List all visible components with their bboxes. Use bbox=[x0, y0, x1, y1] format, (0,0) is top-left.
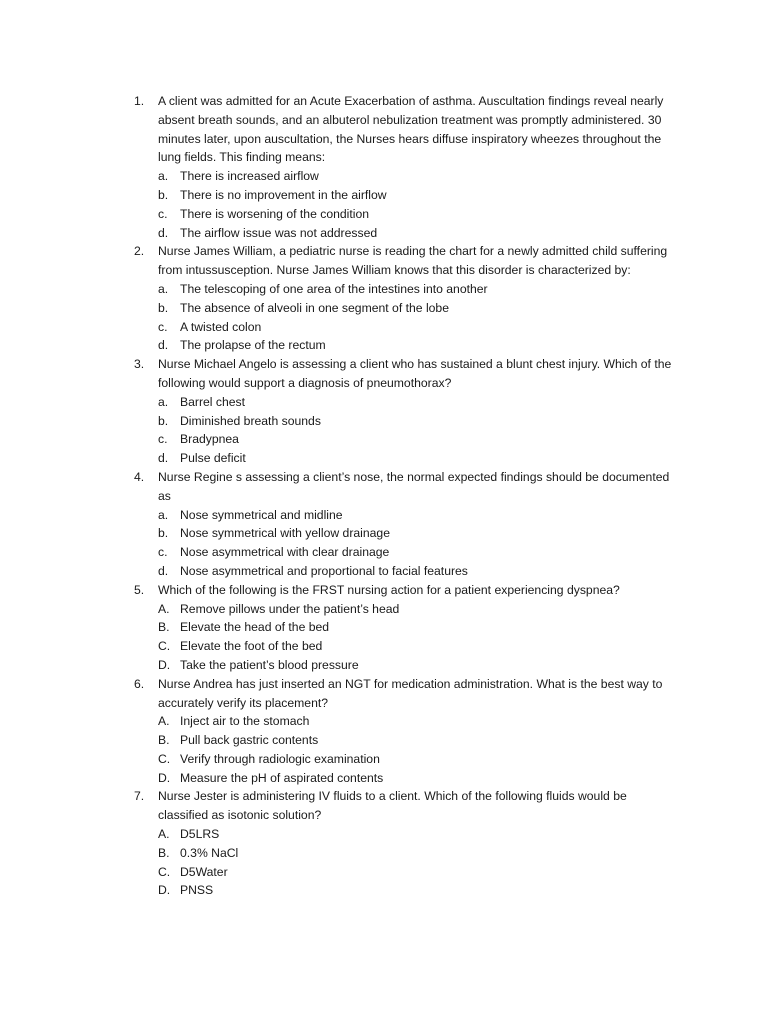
option-text: Elevate the foot of the bed bbox=[180, 639, 323, 654]
option-text: Nose symmetrical with yellow drainage bbox=[180, 526, 390, 541]
option-letter: b. bbox=[158, 413, 169, 428]
option-text: Pull back gastric contents bbox=[180, 733, 319, 748]
answer-option bbox=[0, 524, 768, 543]
answer-option bbox=[0, 280, 768, 299]
answer-option bbox=[0, 506, 768, 525]
answer-option bbox=[0, 863, 768, 882]
option-letter: a. bbox=[158, 394, 169, 409]
option-letter: A. bbox=[158, 601, 170, 616]
question-number: 2. bbox=[134, 244, 145, 259]
option-letter: c. bbox=[158, 545, 168, 560]
option-text: D5Water bbox=[180, 864, 228, 879]
question-number: 5. bbox=[134, 582, 145, 597]
answer-options bbox=[0, 280, 768, 355]
option-text: Inject air to the stomach bbox=[180, 714, 310, 729]
question-number: 7. bbox=[134, 789, 145, 804]
option-letter: a. bbox=[158, 169, 169, 184]
option-text: The telescoping of one area of the intestines into another bbox=[180, 281, 488, 296]
question-4 bbox=[0, 468, 768, 581]
answer-option bbox=[0, 600, 768, 619]
option-text: Verify through radiologic examination bbox=[180, 751, 380, 766]
question-3 bbox=[0, 355, 768, 468]
document-page bbox=[0, 92, 768, 900]
question-number: 3. bbox=[134, 357, 145, 372]
option-text: Bradypnea bbox=[180, 432, 239, 447]
option-text: There is worsening of the condition bbox=[180, 206, 370, 221]
answer-option bbox=[0, 637, 768, 656]
answer-option bbox=[0, 712, 768, 731]
option-letter: d. bbox=[158, 563, 169, 578]
answer-option bbox=[0, 618, 768, 637]
option-letter: c. bbox=[158, 319, 168, 334]
answer-option bbox=[0, 750, 768, 769]
answer-options bbox=[0, 506, 768, 581]
option-text: Nose asymmetrical and proportional to facial features bbox=[180, 563, 468, 578]
answer-option bbox=[0, 731, 768, 750]
option-letter: A. bbox=[158, 714, 170, 729]
option-letter: b. bbox=[158, 187, 169, 202]
answer-options bbox=[0, 393, 768, 468]
option-text: The prolapse of the rectum bbox=[180, 338, 326, 353]
answer-option bbox=[0, 186, 768, 205]
option-text: The absence of alveoli in one segment of the lobe bbox=[180, 300, 449, 315]
answer-option bbox=[0, 336, 768, 355]
option-letter: A. bbox=[158, 827, 170, 842]
answer-option bbox=[0, 318, 768, 337]
option-text: A twisted colon bbox=[180, 319, 262, 334]
option-text: D5LRS bbox=[180, 827, 220, 842]
option-text: There is increased airflow bbox=[180, 169, 319, 184]
question-2 bbox=[0, 242, 768, 355]
option-letter: d. bbox=[158, 338, 169, 353]
question-text: Nurse Michael Angelo is assessing a client who has sustained a blunt chest injury. Which of the following would support a diagnosis of pneumothorax? bbox=[158, 357, 672, 390]
option-letter: B. bbox=[158, 733, 170, 748]
answer-option bbox=[0, 224, 768, 243]
answer-option bbox=[0, 543, 768, 562]
option-letter: c. bbox=[158, 206, 168, 221]
question-text: Nurse Andrea has just inserted an NGT for medication administration. What is the best way to accurately verify its placement? bbox=[158, 676, 663, 710]
question-text: A client was admitted for an Acute Exacerbation of asthma. Auscultation findings reveal nearly absent breath sounds, and an albuterol nebulization treatment was promptly administered. 30 minutes later, upon auscultation, the Nurses hears diffuse inspiratory wheezes throughout the lung fields. This finding means: bbox=[158, 94, 664, 165]
answer-option bbox=[0, 167, 768, 186]
option-text: PNSS bbox=[180, 883, 214, 898]
option-letter: D. bbox=[158, 657, 171, 672]
answer-option bbox=[0, 881, 768, 900]
answer-option bbox=[0, 412, 768, 431]
question-text: Nurse James William, a pediatric nurse is reading the chart for a newly admitted child suffering from intussusception. Nurse James William knows that this disorder is characterized by: bbox=[158, 244, 668, 278]
option-letter: B. bbox=[158, 620, 170, 635]
answer-option bbox=[0, 825, 768, 844]
answer-options bbox=[0, 600, 768, 675]
option-letter: b. bbox=[158, 300, 169, 315]
question-number: 6. bbox=[134, 676, 145, 691]
question-1 bbox=[0, 92, 768, 242]
question-number: 4. bbox=[134, 469, 145, 484]
option-letter: d. bbox=[158, 451, 169, 466]
option-letter: c. bbox=[158, 432, 168, 447]
option-letter: C. bbox=[158, 864, 171, 879]
option-letter: a. bbox=[158, 507, 169, 522]
option-text: 0.3% NaCl bbox=[180, 845, 239, 860]
option-text: Barrel chest bbox=[180, 394, 246, 409]
answer-option bbox=[0, 844, 768, 863]
option-text: Elevate the head of the bed bbox=[180, 620, 330, 635]
answer-option bbox=[0, 299, 768, 318]
option-text: Nose symmetrical and midline bbox=[180, 507, 343, 522]
option-letter: C. bbox=[158, 751, 171, 766]
option-text: Remove pillows under the patient’s head bbox=[180, 601, 400, 616]
question-6 bbox=[0, 675, 768, 788]
question-text: Nurse Regine s assessing a client’s nose, the normal expected findings should be documented as bbox=[158, 469, 670, 503]
question-list bbox=[0, 92, 768, 900]
answer-option bbox=[0, 430, 768, 449]
answer-option bbox=[0, 393, 768, 412]
answer-option bbox=[0, 656, 768, 675]
option-letter: a. bbox=[158, 281, 169, 296]
option-letter: d. bbox=[158, 225, 169, 240]
option-letter: b. bbox=[158, 526, 169, 541]
question-number: 1. bbox=[134, 94, 145, 108]
answer-options bbox=[0, 825, 768, 900]
question-text: Nurse Jester is administering IV fluids to a client. Which of the following fluids would be classified as isotonic solution? bbox=[158, 789, 627, 823]
answer-options bbox=[0, 167, 768, 242]
question-5 bbox=[0, 581, 768, 675]
answer-option bbox=[0, 205, 768, 224]
answer-options bbox=[0, 712, 768, 787]
answer-option bbox=[0, 562, 768, 581]
answer-option bbox=[0, 449, 768, 468]
option-text: Diminished breath sounds bbox=[180, 413, 321, 428]
option-letter: C. bbox=[158, 639, 171, 654]
option-text: The airflow issue was not addressed bbox=[180, 225, 378, 240]
question-7 bbox=[0, 787, 768, 900]
option-text: Measure the pH of aspirated contents bbox=[180, 770, 384, 785]
answer-option bbox=[0, 769, 768, 788]
option-text: Take the patient’s blood pressure bbox=[180, 657, 359, 672]
question-text: Which of the following is the FRST nursing action for a patient experiencing dyspnea? bbox=[158, 582, 620, 597]
option-text: Pulse deficit bbox=[180, 451, 246, 466]
option-letter: D. bbox=[158, 770, 171, 785]
option-text: There is no improvement in the airflow bbox=[180, 187, 387, 202]
option-letter: B. bbox=[158, 845, 170, 860]
option-text: Nose asymmetrical with clear drainage bbox=[180, 545, 390, 560]
option-letter: D. bbox=[158, 883, 171, 898]
